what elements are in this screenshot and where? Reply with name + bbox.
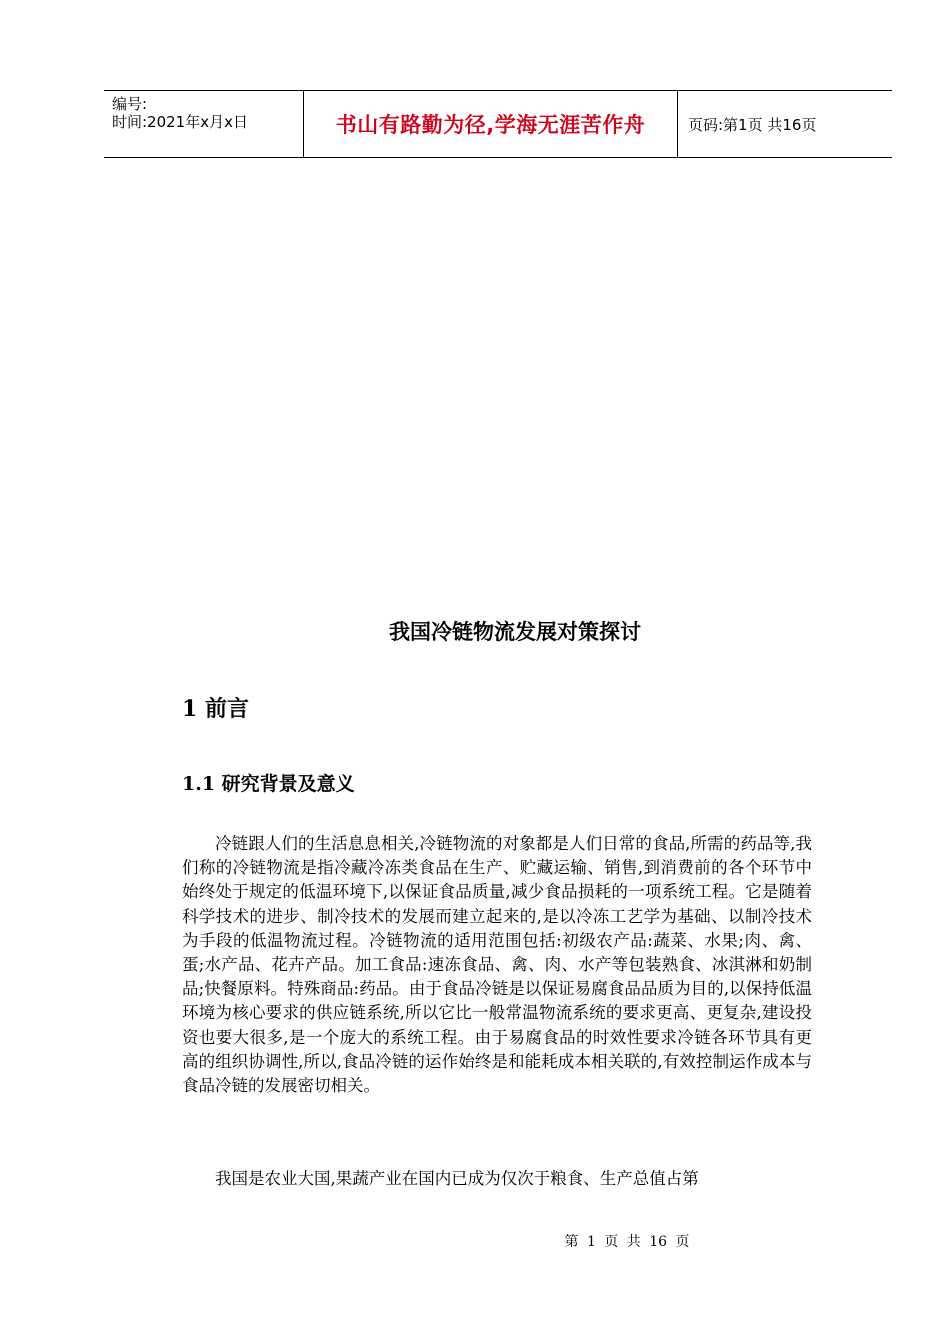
body-paragraph-1: 冷链跟人们的生活息息相关,冷链物流的对象都是人们日常的食品,所需的药品等,我们称的冷链物流是指冷藏冷冻类食品在生产、贮藏运输、销售,到消费前的各个环节中始终处于规定的低温环境下,以保证食品质量,减少食品损耗的一项系统工程。它是随着科学技术的进步、制冷技术的发展而建立起来的,是以冷冻工艺学为基础、以制冷技术为手段的低温物流过程。冷链物流的适用范围包括:初级农产品:蔬菜、水果;肉、禽、蛋;水产品、花卉产品。加工食品:速冻食品、禽、肉、水产等包装熟食、冰淇淋和奶制品;快餐原料。特殊商品:药品。由于食品冷链是以保证易腐食品品质为目的,以保持低温环境为核心要求的供应链系统,所以它比一般常温物流系统的要求更高、更复杂,建设投资也要大很多,是一个庞大的系统工程。由于易腐食品的时效性要求冷链各环节具有更高的组织协调性,所以,食品冷链的运作始终是和能耗成本相关联的,有效控制运作成本与食品冷链的发展密切相关。: [182, 834, 812, 1096]
section-heading: 1 前言: [182, 696, 249, 722]
time-label: 时间:2021年x月x日: [112, 113, 248, 131]
header-table: [104, 90, 892, 158]
number-label: 编号:: [112, 95, 148, 113]
subsection-heading: 1.1 研究背景及意义: [182, 773, 355, 795]
document-title: 我国冷链物流发展对策探讨: [389, 619, 641, 644]
motto-text: 书山有路勤为径,学海无涯苦作舟: [335, 113, 646, 137]
page-footer: 第 1 页 共 16 页: [564, 1234, 690, 1250]
body-paragraph-2: 我国是农业大国,果蔬产业在国内已成为仅次于粮食、生产总值占第: [215, 1169, 699, 1188]
page-info: 页码:第1页 共16页: [688, 115, 817, 134]
header-left-cell: [104, 91, 304, 157]
header-right-cell: [678, 91, 892, 157]
header-middle-cell: [304, 91, 678, 157]
